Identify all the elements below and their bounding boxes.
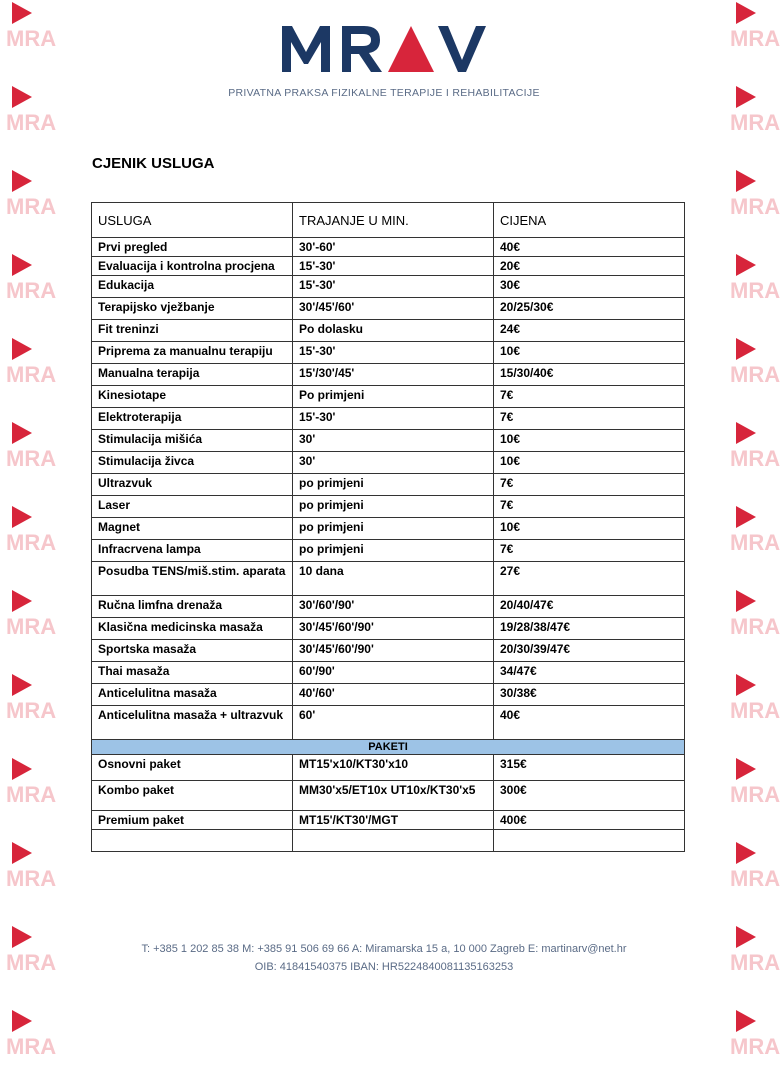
table-row [92, 496, 685, 518]
pattern-text: MRA [6, 950, 57, 975]
service-cell: Evaluacija i kontrolna procjena [92, 257, 293, 276]
price-cell: 20/40/47€ [494, 596, 685, 618]
service-rows [92, 238, 685, 740]
table-row [92, 706, 685, 740]
empty-cell [494, 830, 685, 852]
pattern-unit [4, 252, 57, 336]
play-triangle-icon [736, 338, 756, 360]
pattern-unit [728, 756, 780, 840]
price-cell: 19/28/38/47€ [494, 618, 685, 640]
pattern-text: MRA [730, 698, 780, 723]
table-row [92, 298, 685, 320]
pattern-unit [4, 756, 57, 840]
play-triangle-icon [12, 842, 32, 864]
price-cell: 40€ [494, 706, 685, 740]
service-cell: Infracrvena lampa [92, 540, 293, 562]
play-triangle-icon [12, 674, 32, 696]
pattern-unit [4, 588, 57, 672]
price-cell: 400€ [494, 811, 685, 830]
service-cell: Thai masaža [92, 662, 293, 684]
pattern-unit [728, 504, 780, 588]
service-cell: Manualna terapija [92, 364, 293, 386]
table-row [92, 596, 685, 618]
service-cell: Laser [92, 496, 293, 518]
duration-cell: 30'/45'/60' [293, 298, 494, 320]
price-cell: 30/38€ [494, 684, 685, 706]
service-cell: Magnet [92, 518, 293, 540]
pattern-unit [4, 420, 57, 504]
price-cell: 24€ [494, 320, 685, 342]
duration-cell: po primjeni [293, 474, 494, 496]
pattern-text: MRA [730, 194, 780, 219]
service-cell: Prvi pregled [92, 238, 293, 257]
service-cell: Osnovni paket [92, 755, 293, 781]
pattern-text: MRA [6, 362, 57, 387]
duration-cell: 15'-30' [293, 257, 494, 276]
duration-cell: 30'/45'/60'/90' [293, 618, 494, 640]
pattern-unit [4, 504, 57, 588]
duration-cell: Po primjeni [293, 386, 494, 408]
play-triangle-icon [12, 170, 32, 192]
table-row [92, 640, 685, 662]
pattern-text: MRA [730, 1034, 780, 1059]
price-table [91, 202, 685, 852]
pattern-text: MRA [730, 866, 780, 891]
pattern-text: MRA [730, 278, 780, 303]
service-cell: Terapijsko vježbanje [92, 298, 293, 320]
duration-cell: 15'/30'/45' [293, 364, 494, 386]
empty-row [92, 830, 685, 852]
duration-cell: po primjeni [293, 496, 494, 518]
table-row [92, 320, 685, 342]
pattern-unit [4, 84, 57, 168]
column-header-price: CIJENA [494, 203, 685, 238]
pattern-text: MRA [730, 446, 780, 471]
service-cell: Kinesiotape [92, 386, 293, 408]
pattern-text: MRA [730, 614, 780, 639]
packages-header: PAKETI [92, 740, 685, 755]
pattern-unit [4, 840, 57, 924]
service-cell: Klasična medicinska masaža [92, 618, 293, 640]
table-row [92, 342, 685, 364]
play-triangle-icon [12, 758, 32, 780]
service-cell: Ultrazvuk [92, 474, 293, 496]
pattern-text: MRA [6, 446, 57, 471]
service-cell: Kombo paket [92, 781, 293, 811]
pattern-unit [4, 336, 57, 420]
duration-cell: MT15'x10/KT30'x10 [293, 755, 494, 781]
table-header-row [92, 203, 685, 238]
duration-cell: MT15'/KT30'/MGT [293, 811, 494, 830]
pattern-unit [728, 672, 780, 756]
price-cell: 10€ [494, 430, 685, 452]
service-cell: Premium paket [92, 811, 293, 830]
duration-cell: 60'/90' [293, 662, 494, 684]
price-cell: 20/30/39/47€ [494, 640, 685, 662]
table-row [92, 781, 685, 811]
empty-cell [92, 830, 293, 852]
table-row [92, 364, 685, 386]
duration-cell: 10 dana [293, 562, 494, 596]
price-cell: 315€ [494, 755, 685, 781]
pattern-unit [4, 924, 57, 1008]
table-row [92, 452, 685, 474]
pattern-unit [728, 0, 780, 84]
mrav-logo [280, 22, 490, 74]
duration-cell: 15'-30' [293, 408, 494, 430]
pattern-text: MRA [730, 26, 780, 51]
table-row [92, 430, 685, 452]
service-cell: Elektroterapija [92, 408, 293, 430]
column-header-duration: TRAJANJE U MIN. [293, 203, 494, 238]
table-row [92, 276, 685, 298]
table-row [92, 811, 685, 830]
play-triangle-icon [12, 506, 32, 528]
pattern-text: MRA [6, 26, 57, 51]
logo-triangle-icon [388, 26, 434, 72]
play-triangle-icon [736, 590, 756, 612]
duration-cell: Po dolasku [293, 320, 494, 342]
pattern-unit [728, 84, 780, 168]
service-cell: Posudba TENS/miš.stim. aparata [92, 562, 293, 596]
footer-contact-line: T: +385 1 202 85 38 M: +385 91 506 69 66 A: Miramarska 15 a, 10 000 Zagreb E: martinarv@net.hr [141, 943, 627, 955]
play-triangle-icon [736, 2, 756, 24]
logo-letter-r [342, 26, 382, 72]
pattern-text: MRA [6, 110, 57, 135]
duration-cell: 30'/60'/90' [293, 596, 494, 618]
column-header-service: USLUGA [92, 203, 293, 238]
service-cell: Anticelulitna masaža [92, 684, 293, 706]
packages-section [92, 740, 685, 755]
table-row [92, 474, 685, 496]
price-cell: 7€ [494, 474, 685, 496]
package-rows [92, 755, 685, 852]
price-cell: 20/25/30€ [494, 298, 685, 320]
play-triangle-icon [12, 1010, 32, 1032]
price-cell: 27€ [494, 562, 685, 596]
tagline: PRIVATNA PRAKSA FIZIKALNE TERAPIJE I REHABILITACIJE [228, 87, 540, 99]
pattern-unit [728, 252, 780, 336]
empty-cell [293, 830, 494, 852]
pattern-text: MRA [730, 362, 780, 387]
table-row [92, 618, 685, 640]
duration-cell: MM30'x5/ET10x UT10x/KT30'x5 [293, 781, 494, 811]
play-triangle-icon [736, 254, 756, 276]
play-triangle-icon [12, 254, 32, 276]
price-cell: 15/30/40€ [494, 364, 685, 386]
pattern-text: MRA [730, 782, 780, 807]
pattern-unit [728, 168, 780, 252]
play-triangle-icon [736, 758, 756, 780]
pattern-text: MRA [730, 110, 780, 135]
right-decorative-strip [728, 0, 780, 1059]
price-cell: 20€ [494, 257, 685, 276]
pattern-text: MRA [6, 866, 57, 891]
price-cell: 30€ [494, 276, 685, 298]
table-row [92, 662, 685, 684]
play-triangle-icon [736, 1010, 756, 1032]
service-cell: Sportska masaža [92, 640, 293, 662]
price-cell: 7€ [494, 408, 685, 430]
play-triangle-icon [12, 2, 32, 24]
price-cell: 300€ [494, 781, 685, 811]
table-row [92, 386, 685, 408]
play-triangle-icon [736, 506, 756, 528]
service-cell: Priprema za manualnu terapiju [92, 342, 293, 364]
play-triangle-icon [12, 422, 32, 444]
pattern-text: MRA [6, 1034, 57, 1059]
play-triangle-icon [12, 338, 32, 360]
price-cell: 34/47€ [494, 662, 685, 684]
table-row [92, 408, 685, 430]
pattern-text: MRA [730, 530, 780, 555]
pattern-unit [4, 1008, 57, 1092]
pattern-text: MRA [6, 194, 57, 219]
duration-cell: 60' [293, 706, 494, 740]
play-triangle-icon [736, 926, 756, 948]
duration-cell: 30'-60' [293, 238, 494, 257]
table-row [92, 518, 685, 540]
price-cell: 40€ [494, 238, 685, 257]
price-cell: 10€ [494, 518, 685, 540]
duration-cell: 30'/45'/60'/90' [293, 640, 494, 662]
table-row [92, 540, 685, 562]
duration-cell: 40'/60' [293, 684, 494, 706]
play-triangle-icon [736, 842, 756, 864]
footer-contact [100, 940, 668, 976]
play-triangle-icon [736, 422, 756, 444]
table-row [92, 755, 685, 781]
pattern-unit [728, 336, 780, 420]
pattern-text: MRA [730, 950, 780, 975]
pattern-unit [728, 420, 780, 504]
table-row [92, 562, 685, 596]
footer-bank-line: OIB: 41841540375 IBAN: HR5224840081135163253 [254, 961, 514, 973]
duration-cell: 15'-30' [293, 276, 494, 298]
service-cell: Stimulacija živca [92, 452, 293, 474]
price-cell: 7€ [494, 496, 685, 518]
price-cell: 10€ [494, 452, 685, 474]
duration-cell: 30' [293, 430, 494, 452]
service-cell: Fit treninzi [92, 320, 293, 342]
pattern-text: MRA [6, 278, 57, 303]
duration-cell: 30' [293, 452, 494, 474]
pattern-unit [4, 672, 57, 756]
pattern-unit [728, 588, 780, 672]
duration-cell: 15'-30' [293, 342, 494, 364]
pattern-text: MRA [6, 698, 57, 723]
duration-cell: po primjeni [293, 518, 494, 540]
service-cell: Edukacija [92, 276, 293, 298]
pattern-unit [4, 168, 57, 252]
service-cell: Stimulacija mišića [92, 430, 293, 452]
left-decorative-strip [4, 0, 57, 1059]
table-row [92, 684, 685, 706]
pattern-unit [4, 0, 57, 84]
play-triangle-icon [736, 86, 756, 108]
pattern-text: MRA [6, 530, 57, 555]
duration-cell: po primjeni [293, 540, 494, 562]
play-triangle-icon [12, 86, 32, 108]
service-cell: Ručna limfna drenaža [92, 596, 293, 618]
price-cell: 7€ [494, 386, 685, 408]
page-title: CJENIK USLUGA [92, 155, 215, 172]
packages-header-row [92, 740, 685, 755]
play-triangle-icon [12, 590, 32, 612]
pattern-unit [728, 840, 780, 924]
pattern-text: MRA [6, 614, 57, 639]
logo-letter-m [282, 26, 330, 72]
logo-letter-v [438, 26, 486, 72]
table-row [92, 238, 685, 257]
pattern-unit [728, 924, 780, 1008]
play-triangle-icon [736, 674, 756, 696]
service-cell: Anticelulitna masaža + ultrazvuk [92, 706, 293, 740]
play-triangle-icon [12, 926, 32, 948]
table-row [92, 257, 685, 276]
pattern-text: MRA [6, 782, 57, 807]
play-triangle-icon [736, 170, 756, 192]
price-cell: 7€ [494, 540, 685, 562]
pattern-unit [728, 1008, 780, 1092]
price-cell: 10€ [494, 342, 685, 364]
